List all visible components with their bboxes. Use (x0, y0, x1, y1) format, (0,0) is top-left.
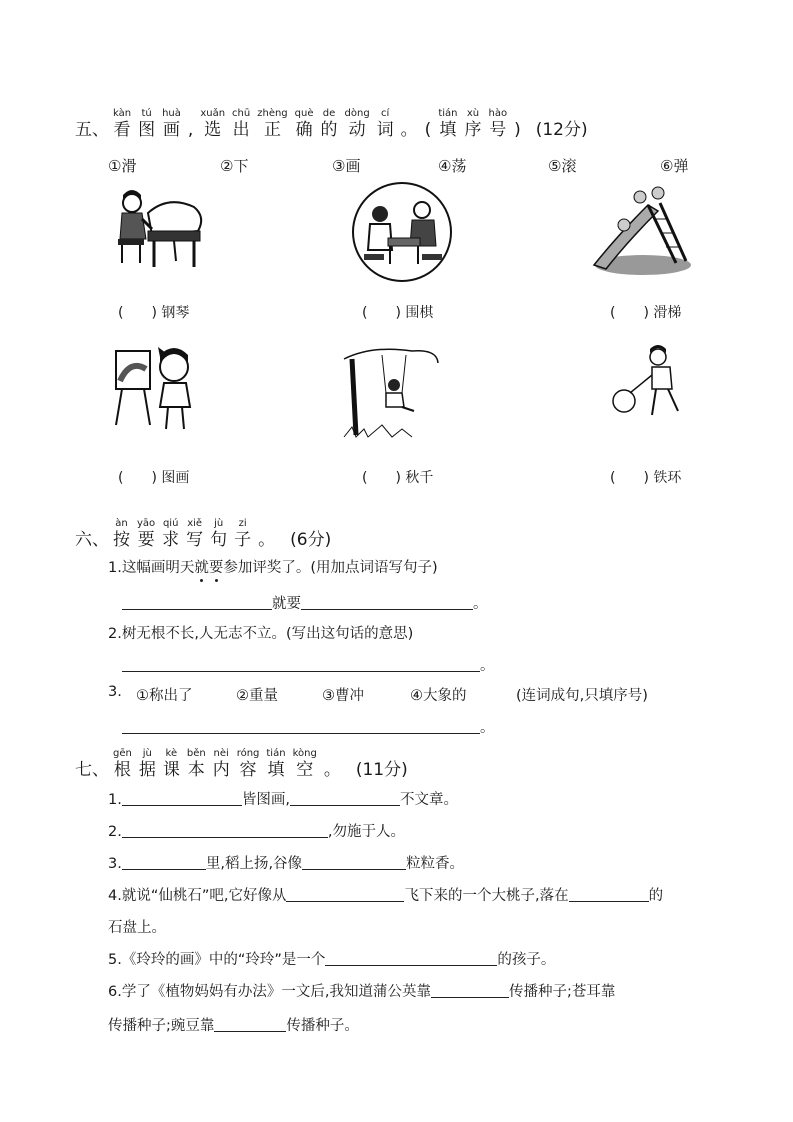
answer-blank[interactable] (122, 595, 272, 610)
pinyin-char: huà 画 (162, 108, 181, 140)
blank-go (362, 302, 433, 322)
hoop-image (608, 345, 698, 425)
answer-blank[interactable] (122, 823, 328, 838)
pinyin-char: jù 句 (210, 518, 228, 550)
pinyin-char: xuǎn 选 (200, 108, 226, 140)
answer-blank[interactable] (122, 719, 480, 734)
blank-slide (610, 302, 681, 322)
q3-option: ②重量 (236, 688, 278, 704)
q-text: 。 (480, 658, 495, 674)
blank-word: 围棋 (405, 305, 434, 321)
answer-paren[interactable]: ( ) (610, 470, 649, 486)
pinyin-char: chū 出 (232, 108, 251, 140)
answer-blank[interactable] (122, 791, 242, 806)
pinyin-char: tián 填 (266, 748, 286, 780)
s7-q1 (108, 788, 458, 809)
section-number: 六、 (75, 530, 109, 550)
pinyin-char: gēn 根 (113, 748, 132, 780)
blank-piano (118, 302, 189, 322)
answer-blank[interactable] (214, 1017, 286, 1032)
answer-blank[interactable] (122, 855, 206, 870)
slide-image (588, 185, 693, 280)
q-text: 5.《玲玲的画》中的“玲玲”是一个 (108, 952, 326, 968)
pinyin-char: róng 容 (236, 748, 260, 780)
answer-paren[interactable]: ( ) (362, 470, 401, 486)
pinyin-char: , (187, 120, 194, 140)
q3-option: ③曹冲 (322, 688, 364, 704)
option-6: ⑥弹 (660, 157, 689, 175)
q-text: 飞下来的一个大桃子,落在 (404, 888, 569, 904)
pinyin-char: zhèng 正 (257, 108, 288, 140)
q-text: 6.学了《植物妈妈有办法》一文后,我知道蒲公英靠 (108, 984, 431, 1000)
pinyin-char: ( (424, 120, 432, 140)
pinyin-char: běn 本 (186, 748, 206, 780)
pinyin-char: què 确 (294, 108, 314, 140)
section-score: (6分) (290, 530, 332, 550)
pinyin-char: tián 填 (438, 108, 458, 140)
pinyin-char: nèi 内 (212, 748, 230, 780)
blank-word: 图画 (161, 470, 190, 486)
answer-blank[interactable] (431, 983, 509, 998)
q-text: 1. (108, 792, 122, 808)
pinyin-char: tú 图 (138, 108, 156, 140)
option-2: ②下 (220, 157, 249, 175)
pinyin-char: dòng 动 (344, 108, 370, 140)
q-text: 。 (473, 596, 488, 612)
pinyin-char: kòng 空 (292, 748, 317, 780)
piano-image (108, 185, 208, 277)
option-1: ①滑 (108, 157, 137, 175)
answer-blank[interactable] (290, 791, 400, 806)
answer-paren[interactable]: ( ) (362, 305, 401, 321)
answer-blank[interactable] (325, 951, 497, 966)
blank-swing (362, 467, 433, 487)
q-text: 3. (108, 684, 122, 700)
pinyin-char: 。 (323, 760, 341, 780)
q-text: 就要 (272, 596, 301, 612)
q-text: 1.这幅画明天 (108, 560, 195, 576)
q-text: 传播种子。 (286, 1018, 359, 1034)
s6-q3 (108, 684, 758, 704)
pinyin-char: 。 (400, 120, 418, 140)
q-text: 传播种子;苍耳靠 (508, 984, 616, 1000)
answer-blank[interactable] (569, 887, 649, 902)
pinyin-char: ) (514, 120, 521, 140)
s7-q2 (108, 820, 405, 841)
dotted-char: 要 (208, 560, 224, 576)
blank-word: 钢琴 (161, 305, 190, 321)
section-number: 七、 (75, 760, 109, 780)
q-text: 的 (648, 888, 664, 904)
q-text: 4.就说“仙桃石”吧,它好像从 (108, 888, 287, 904)
pinyin-char: de 的 (320, 108, 338, 140)
q-text: 不文章。 (399, 792, 458, 808)
option-4: ④荡 (438, 157, 467, 175)
q-text: 2. (108, 824, 122, 840)
section-score: (11分) (355, 760, 408, 780)
q-text: 里,稻上扬,谷像 (205, 856, 303, 872)
s6-q2-answer (122, 654, 495, 675)
dotted-char: 就 (194, 560, 209, 576)
q-text: 皆图画, (241, 792, 290, 808)
section-7-heading (75, 748, 412, 781)
q-text: 传播种子;豌豆靠 (108, 1018, 215, 1034)
pinyin-char: cí 词 (376, 108, 394, 140)
s7-q4-cont: 石盘上。 (108, 920, 166, 936)
q3-option: ④大象的 (410, 688, 467, 704)
answer-paren[interactable]: ( ) (118, 470, 157, 486)
q-text: 的孩子。 (497, 952, 556, 968)
answer-blank[interactable] (122, 657, 480, 672)
section-5-heading (75, 108, 592, 141)
blank-word: 滑梯 (653, 305, 682, 321)
pinyin-char: 。 (258, 530, 276, 550)
pinyin-char: xù 序 (464, 108, 482, 140)
s6-q2: 2.树无根不长,人无志不立。(写出这句话的意思) (108, 626, 414, 642)
s7-q6-cont (108, 1014, 359, 1035)
s7-q5 (108, 948, 555, 969)
q-text: 粒粒香。 (406, 856, 465, 872)
pinyin-char: àn 按 (113, 518, 130, 550)
s6-q3-answer (122, 716, 495, 737)
swing-image (342, 345, 442, 440)
pinyin-char: qiú 求 (162, 518, 180, 550)
q3-note: (连词成句,只填序号) (516, 688, 648, 704)
go-game-image (350, 180, 455, 285)
pinyin-char: yāo 要 (137, 518, 156, 550)
s7-q4 (108, 884, 663, 905)
option-5: ⑤滚 (548, 157, 577, 175)
q-text: 参加评奖了。(用加点词语写句子) (223, 560, 438, 576)
pinyin-char: zi 子 (234, 518, 252, 550)
q-text: 。 (480, 720, 495, 736)
blank-hoop (610, 467, 681, 487)
s7-q3 (108, 852, 464, 873)
answer-blank[interactable] (286, 887, 404, 902)
section-6-heading (75, 518, 335, 551)
pinyin-char: jù 据 (138, 748, 156, 780)
answer-blank[interactable] (302, 855, 406, 870)
answer-paren[interactable]: ( ) (118, 305, 157, 321)
answer-paren[interactable]: ( ) (610, 305, 649, 321)
pinyin-char: hào 号 (488, 108, 508, 140)
blank-word: 铁环 (653, 470, 682, 486)
blank-word: 秋千 (405, 470, 434, 486)
s6-q1-answer (122, 592, 488, 613)
pinyin-char: xiě 写 (186, 518, 204, 550)
s7-q6 (108, 980, 615, 1001)
blank-painting (118, 467, 189, 487)
s6-q1 (108, 556, 438, 577)
painting-image (108, 345, 208, 435)
option-3: ③画 (332, 157, 361, 175)
pinyin-char: kè 课 (162, 748, 180, 780)
section-number: 五、 (75, 120, 109, 140)
answer-blank[interactable] (301, 595, 473, 610)
section-score: (12分) (535, 120, 588, 140)
q3-option: ①称出了 (136, 688, 193, 704)
q-text: 3. (108, 856, 122, 872)
q-text: ,勿施于人。 (327, 824, 405, 840)
pinyin-char: kàn 看 (113, 108, 132, 140)
